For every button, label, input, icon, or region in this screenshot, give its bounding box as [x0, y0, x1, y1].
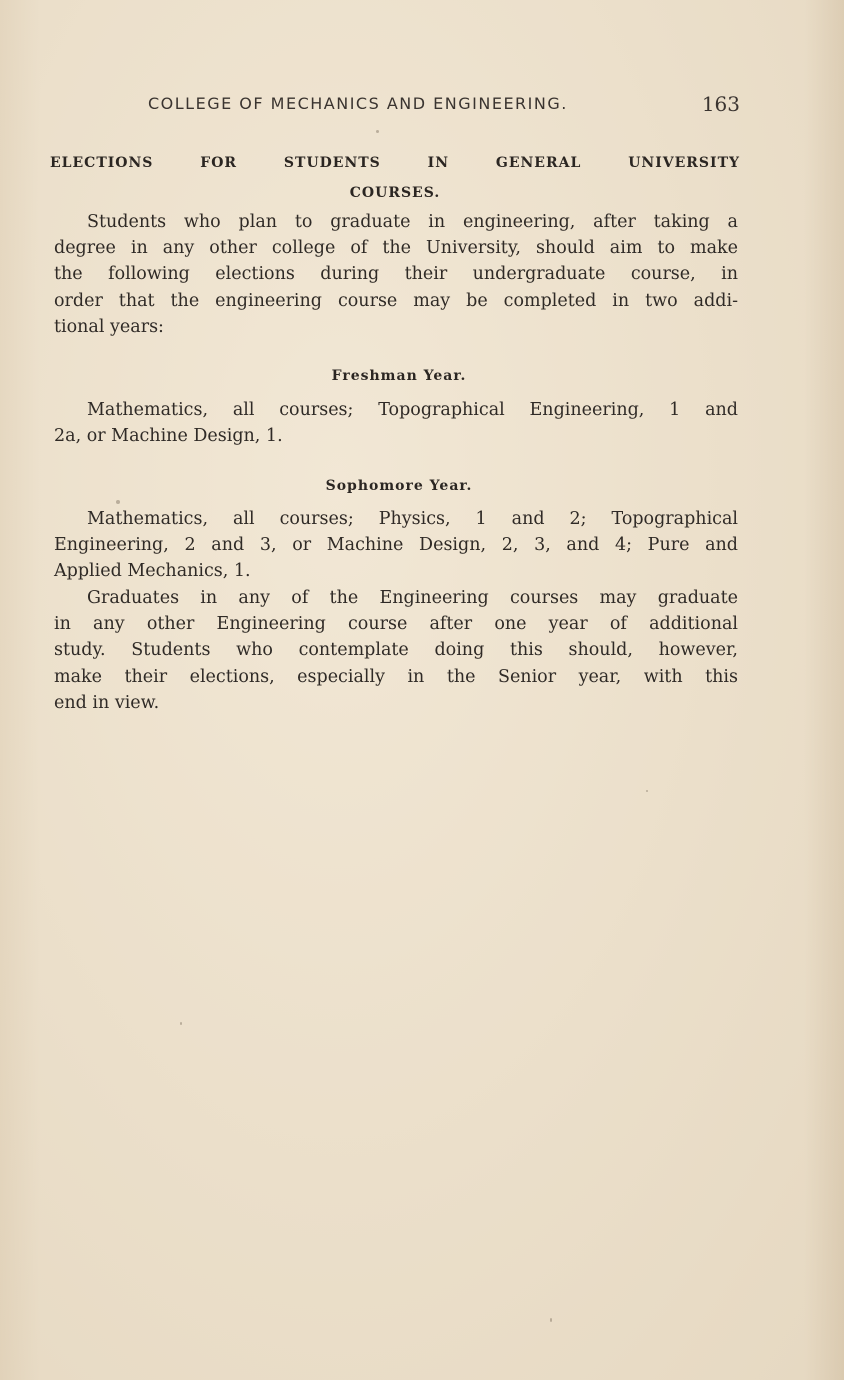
- intro-paragraph: [54, 209, 738, 340]
- freshman-line-1-text: Mathematics, all courses; Topographical Engineering, 1 and: [87, 400, 738, 420]
- intro-line-2: degree in any other college of the University, should aim to make: [54, 238, 738, 259]
- running-header: [54, 94, 740, 120]
- sophomore-paragraph: [54, 506, 738, 585]
- sophomore-line-2: Engineering, 2 and 3, or Machine Design, 2, 3, and 4; Pure and: [54, 535, 738, 556]
- intro-line-4: order that the engineering course may be completed in two addi-: [54, 290, 738, 311]
- intro-line-3: the following elections during their undergraduate course, in: [54, 264, 738, 285]
- section-heading: [50, 148, 740, 208]
- graduates-line-2: in any other Engineering course after one year of additional: [54, 614, 738, 635]
- graduates-line-5: end in view.: [54, 692, 160, 713]
- graduates-line-1: [54, 585, 738, 611]
- sophomore-line-3: Applied Mechanics, 1.: [54, 561, 251, 582]
- page-number: 163: [701, 92, 740, 116]
- graduates-line-4: make their elections, especially in the Senior year, with this: [54, 666, 738, 687]
- sophomore-line-1: [54, 506, 738, 532]
- sophomore-line-1-text: Mathematics, all courses; Physics, 1 and 2; Topographical: [87, 509, 738, 529]
- running-title: COLLEGE OF MECHANICS AND ENGINEERING.: [148, 94, 568, 113]
- graduates-line-1-text: Graduates in any of the Engineering courses may graduate: [87, 588, 738, 608]
- freshman-line-2: 2a, or Machine Design, 1.: [54, 426, 283, 447]
- paper-speck: [116, 500, 120, 504]
- sophomore-year-heading: Sophomore Year.: [325, 478, 473, 494]
- freshman-paragraph: [54, 397, 738, 449]
- paper-speck: [550, 1318, 552, 1322]
- graduates-paragraph: [54, 585, 738, 716]
- paper-speck: [376, 130, 379, 133]
- intro-line-1: [54, 209, 738, 235]
- intro-line-5: tional years:: [54, 316, 164, 337]
- section-heading-line-2: COURSES.: [349, 185, 441, 201]
- graduates-line-3: study. Students who contemplate doing this should, however,: [54, 640, 738, 661]
- freshman-line-1: [54, 397, 738, 423]
- paper-speck: [646, 790, 648, 792]
- section-heading-line-1: ELECTIONS FOR STUDENTS IN GENERAL UNIVERSITY: [50, 155, 740, 171]
- intro-line-1-text: Students who plan to graduate in engineering, after taking a: [87, 212, 738, 232]
- freshman-year-heading: Freshman Year.: [331, 368, 467, 384]
- paper-speck: [180, 1022, 182, 1025]
